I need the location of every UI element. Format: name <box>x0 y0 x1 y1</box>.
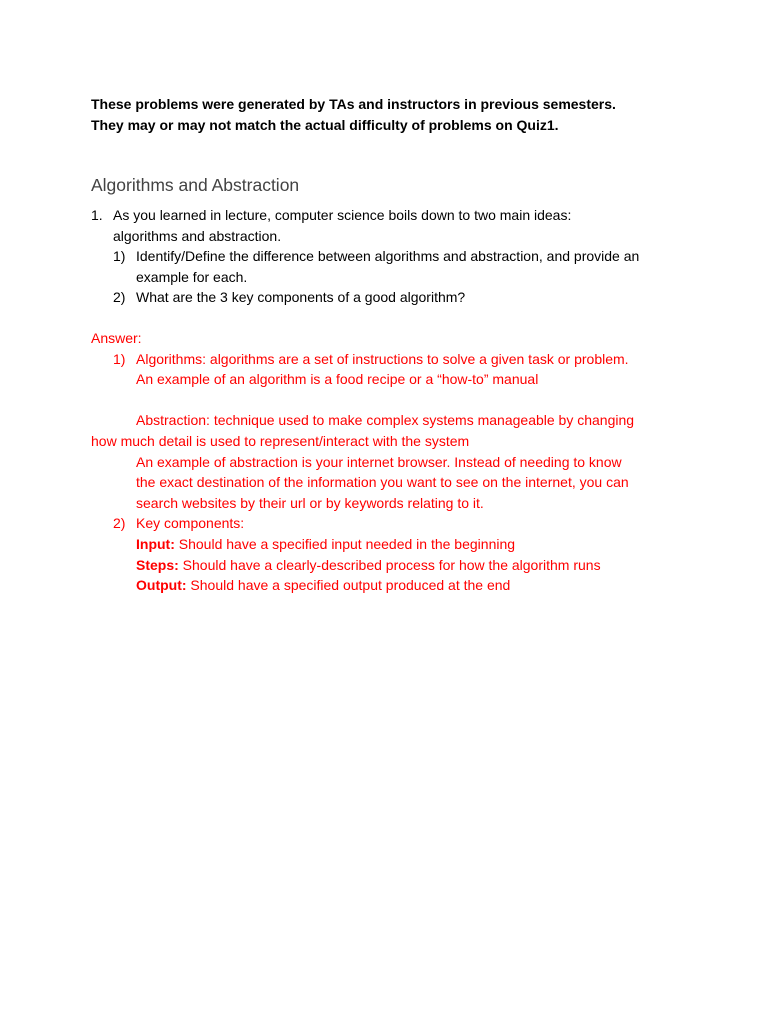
question-part-2-marker: 2) <box>113 289 126 306</box>
question-part-1-line-2: example for each. <box>136 268 248 285</box>
answer-algorithms-line-1: Algorithms: algorithms are a set of instructions to solve a given task or problem. <box>136 350 629 367</box>
component-input-desc: Should have a specified input needed in the beginning <box>174 535 516 552</box>
answer-algorithms-line-2: An example of an algorithm is a food recipe or a “how-to” manual <box>136 371 539 388</box>
component-input <box>136 534 515 555</box>
answer-abstraction-line-1: Abstraction: technique used to make complex systems manageable by changing <box>136 412 635 429</box>
answer-part-2-intro: Key components: <box>136 515 245 532</box>
component-input-term: Input: <box>136 535 175 552</box>
answer-label: Answer: <box>91 330 142 346</box>
question-text-line-1: As you learned in lecture, computer science boils down to two main ideas: <box>113 207 572 223</box>
answer-part-1-marker: 1) <box>113 350 126 367</box>
component-output <box>136 575 510 596</box>
answer-example-line-1: An example of abstraction is your internet browser. Instead of needing to know <box>136 453 622 470</box>
component-steps-term: Steps: <box>136 556 179 573</box>
question-part-1-marker: 1) <box>113 248 126 265</box>
question-number: 1. <box>91 207 103 223</box>
question-text-line-2: algorithms and abstraction. <box>113 227 282 244</box>
disclaimer-line-1: These problems were generated by TAs and instructors in previous semesters. <box>91 96 616 112</box>
answer-block <box>91 328 711 596</box>
section-heading: Algorithms and Abstraction <box>91 175 300 195</box>
disclaimer-line-2: They may or may not match the actual difficulty of problems on Quiz1. <box>91 116 559 133</box>
question-block <box>91 205 711 308</box>
answer-example-line-2: the exact destination of the information you want to see on the internet, you can <box>136 474 629 491</box>
answer-abstraction-line-2: how much detail is used to represent/interact with the system <box>91 432 470 449</box>
question-part-2-line-1: What are the 3 key components of a good algorithm? <box>136 289 466 306</box>
answer-example-line-3: search websites by their url or by keywords relating to it. <box>136 494 484 511</box>
component-output-desc: Should have a specified output produced at the end <box>186 577 511 594</box>
question-part-1-line-1: Identify/Define the difference between algorithms and abstraction, and provide an <box>136 248 640 265</box>
answer-part-2-marker: 2) <box>113 515 126 532</box>
component-steps <box>136 555 601 576</box>
component-steps-desc: Should have a clearly-described process for how the algorithm runs <box>178 556 601 573</box>
component-output-term: Output: <box>136 577 187 594</box>
disclaimer <box>91 94 711 135</box>
spacer <box>91 390 711 411</box>
